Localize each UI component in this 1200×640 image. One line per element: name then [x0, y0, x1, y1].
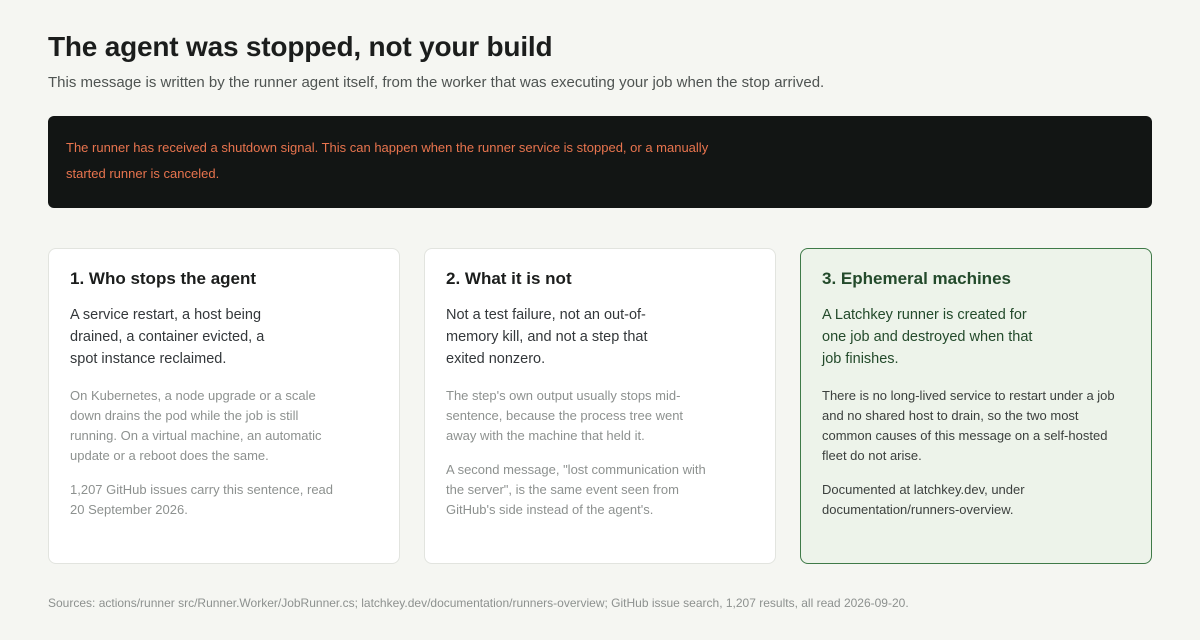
card-ephemeral-machines — [800, 248, 1152, 564]
log-message-panel — [48, 116, 1152, 208]
card-lead: A service restart, a host being drained, a container evicted, a spot instance reclaimed. — [70, 307, 265, 367]
card-body-paragraph: A second message, "lost communication with the server", is the same event seen from GitHub's side instead of the agent's. — [446, 462, 706, 517]
card-body-paragraph: Documented at latchkey.dev, under documentation/runners-overview. — [822, 482, 1025, 517]
card-body-paragraph: On Kubernetes, a node upgrade or a scale down drains the pod while the job is still running. On a virtual machine, an automatic update or a reboot does the same. — [70, 388, 322, 463]
log-message-text: The runner has received a shutdown signal. This can happen when the runner service is stopped, or a manually started runner is canceled. — [66, 140, 709, 181]
card-body-paragraph: The step's own output usually stops mid-sentence, because the process tree went away with the machine that held it. — [446, 388, 684, 443]
page-subtitle: This message is written by the runner agent itself, from the worker that was executing your job when the stop arrived. — [48, 74, 825, 91]
page-title: The agent was stopped, not your build — [48, 31, 553, 62]
card-what-it-is-not — [424, 248, 776, 564]
sources-footnote: Sources: actions/runner src/Runner.Worker/JobRunner.cs; latchkey.dev/documentation/runners-overview; GitHub issue search, 1,207 results, all read 2026-09-20. — [48, 596, 909, 610]
card-row — [48, 248, 1152, 564]
card-lead: A Latchkey runner is created for one job and destroyed when that job finishes. — [822, 307, 1033, 367]
card-body-paragraph: 1,207 GitHub issues carry this sentence, read 20 September 2026. — [70, 482, 334, 517]
card-lead: Not a test failure, not an out-of-memory kill, and not a step that exited nonzero. — [446, 307, 648, 367]
card-title: 1. Who stops the agent — [70, 269, 257, 288]
card-body-paragraph: There is no long-lived service to restart under a job and no shared host to drain, so the two most common causes of this message on a self-hosted fleet do not arise. — [822, 388, 1115, 463]
card-who-stops-agent — [48, 248, 400, 564]
card-title: 3. Ephemeral machines — [822, 269, 1011, 288]
card-title: 2. What it is not — [446, 269, 572, 288]
